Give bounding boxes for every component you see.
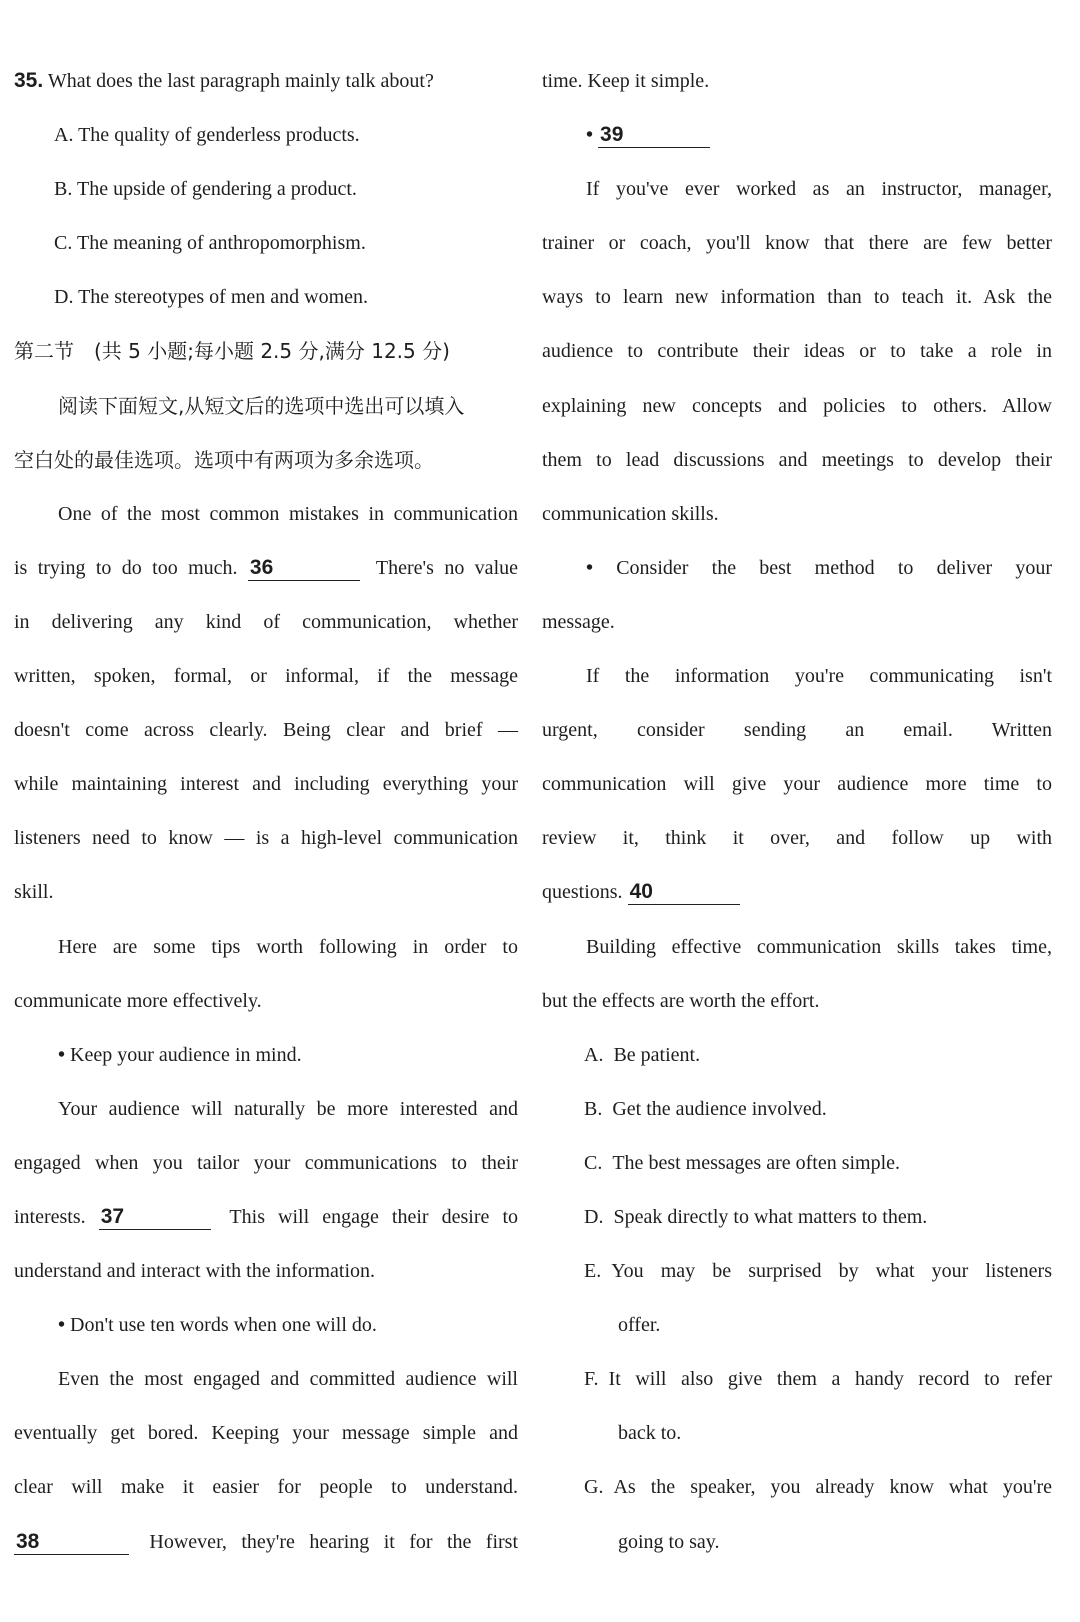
option-letter: A. bbox=[584, 1043, 604, 1066]
blank-38[interactable] bbox=[14, 1530, 129, 1555]
bullet-icon: • bbox=[586, 124, 594, 147]
tip-heading bbox=[542, 541, 1052, 595]
option-d bbox=[542, 1190, 1052, 1244]
passage-line: clear will make it easier for people to understand. bbox=[14, 1476, 518, 1499]
passage-line: time. Keep it simple. bbox=[542, 70, 710, 92]
blank-40[interactable] bbox=[628, 880, 740, 905]
tip-text-line: message. bbox=[542, 610, 615, 633]
option-text: You may be surprised by what your listeners bbox=[611, 1260, 1052, 1283]
option-letter: B. bbox=[584, 1097, 603, 1120]
passage-line bbox=[14, 1190, 518, 1244]
option-letter: A. bbox=[54, 124, 74, 147]
bullet-icon: • bbox=[58, 1314, 66, 1337]
passage-line: communication skills. bbox=[542, 502, 719, 525]
tip-text: Keep your audience in mind. bbox=[70, 1043, 302, 1066]
question-number: 35. bbox=[14, 69, 44, 92]
passage-line: audience to contribute their ideas or to take a role in bbox=[542, 340, 1052, 363]
option-letter: B. bbox=[54, 178, 73, 201]
section-heading: 第二节 (共 5 小题;每小题 2.5 分,满分 12.5 分) bbox=[14, 339, 450, 364]
option-d bbox=[14, 270, 518, 324]
option-text: The upside of gendering a product. bbox=[76, 178, 357, 201]
passage-line bbox=[14, 1515, 518, 1569]
passage-line: written, spoken, formal, or informal, if the message bbox=[14, 665, 518, 688]
passage-line: ways to learn new information than to teach it. Ask the bbox=[542, 286, 1052, 309]
option-text: As the speaker, you already know what you're bbox=[613, 1476, 1052, 1499]
tip-text: Consider the best method to deliver your bbox=[616, 556, 1052, 579]
option-text: The stereotypes of men and women. bbox=[78, 286, 369, 309]
option-f-continued bbox=[542, 1406, 1052, 1460]
option-text: offer. bbox=[618, 1314, 661, 1337]
option-text: back to. bbox=[618, 1422, 682, 1445]
right-column bbox=[542, 54, 1052, 1569]
bullet-icon: • bbox=[58, 1043, 66, 1066]
option-f bbox=[542, 1352, 1052, 1406]
blank-37[interactable] bbox=[99, 1205, 211, 1230]
left-column bbox=[14, 54, 518, 1569]
passage-text: is trying to do too much. bbox=[14, 556, 238, 579]
option-g-continued bbox=[542, 1515, 1052, 1569]
passage-line: urgent, consider sending an email. Written bbox=[542, 719, 1052, 742]
tip-heading bbox=[14, 1298, 518, 1352]
option-c bbox=[14, 216, 518, 270]
option-letter: E. bbox=[584, 1260, 602, 1283]
blank-number: 36 bbox=[249, 555, 274, 579]
instruction-line: 阅读下面短文,从短文后的选项中选出可以填入 bbox=[58, 393, 465, 418]
answer-options bbox=[542, 1028, 1052, 1569]
tip-text: Don't use ten words when one will do. bbox=[70, 1314, 377, 1337]
passage-text: However, they're hearing it for the first bbox=[149, 1530, 519, 1553]
blank-number: 39 bbox=[600, 123, 624, 147]
passage-text: interests. bbox=[14, 1205, 86, 1228]
tip-heading bbox=[542, 108, 1052, 162]
option-text: going to say. bbox=[618, 1530, 720, 1553]
instruction-line: 空白处的最佳选项。选项中有两项为多余选项。 bbox=[14, 447, 434, 472]
option-letter: G. bbox=[584, 1476, 604, 1499]
passage-line: but the effects are worth the effort. bbox=[542, 989, 820, 1012]
option-letter: D. bbox=[54, 286, 74, 309]
option-a bbox=[14, 108, 518, 162]
option-c bbox=[542, 1136, 1052, 1190]
passage-line: engaged when you tailor your communications to their bbox=[14, 1151, 518, 1174]
option-text: The meaning of anthropomorphism. bbox=[76, 232, 366, 255]
bullet-icon: • bbox=[586, 556, 594, 579]
passage-line: listeners need to know — is a high-level communication bbox=[14, 827, 518, 850]
passage-line: review it, think it over, and follow up with bbox=[542, 827, 1052, 850]
option-letter: F. bbox=[584, 1368, 599, 1391]
passage-line: communicate more effectively. bbox=[14, 989, 262, 1012]
passage-line bbox=[542, 865, 1052, 919]
passage-line bbox=[14, 541, 518, 595]
passage-line: If you've ever worked as an instructor, manager, bbox=[586, 178, 1052, 201]
option-e-continued bbox=[542, 1298, 1052, 1352]
passage-line: while maintaining interest and including everything your bbox=[14, 773, 518, 796]
passage-line: One of the most common mistakes in communication bbox=[58, 502, 518, 525]
option-text: It will also give them a handy record to refer bbox=[608, 1368, 1052, 1391]
passage-line: trainer or coach, you'll know that there are few better bbox=[542, 232, 1052, 255]
passage-line: doesn't come across clearly. Being clear and brief — bbox=[14, 719, 518, 742]
option-a bbox=[542, 1028, 1052, 1082]
passage-text: There's no value bbox=[375, 556, 518, 579]
option-letter: C. bbox=[584, 1151, 603, 1174]
passage-line: explaining new concepts and policies to others. Allow bbox=[542, 394, 1052, 417]
passage-line: them to lead discussions and meetings to develop their bbox=[542, 448, 1052, 471]
option-text: Get the audience involved. bbox=[612, 1097, 827, 1120]
passage-line: Here are some tips worth following in order to bbox=[58, 935, 518, 958]
option-e bbox=[542, 1244, 1052, 1298]
question-35 bbox=[14, 54, 518, 108]
option-g bbox=[542, 1460, 1052, 1514]
option-letter: C. bbox=[54, 232, 73, 255]
option-letter: D. bbox=[584, 1205, 604, 1228]
option-text: Be patient. bbox=[613, 1043, 701, 1066]
passage-text: questions. bbox=[542, 881, 623, 904]
question-text: What does the last paragraph mainly talk about? bbox=[47, 70, 434, 92]
option-b bbox=[542, 1082, 1052, 1136]
passage-line: communication will give your audience more time to bbox=[542, 773, 1052, 796]
blank-36[interactable] bbox=[248, 556, 360, 581]
blank-number: 37 bbox=[100, 1204, 125, 1228]
blank-39[interactable] bbox=[598, 123, 710, 148]
passage-line: skill. bbox=[14, 881, 54, 904]
passage-line: understand and interact with the information. bbox=[14, 1260, 376, 1283]
passage-line: eventually get bored. Keeping your message simple and bbox=[14, 1422, 518, 1445]
passage-text: This will engage their desire to bbox=[229, 1205, 518, 1228]
option-text: The best messages are often simple. bbox=[612, 1151, 901, 1174]
option-text: The quality of genderless products. bbox=[78, 124, 360, 147]
option-b bbox=[14, 162, 518, 216]
blank-number: 38 bbox=[16, 1529, 40, 1553]
blank-number: 40 bbox=[629, 880, 653, 904]
tip-heading bbox=[14, 1028, 518, 1082]
option-text: Speak directly to what matters to them. bbox=[613, 1205, 928, 1228]
passage-line: in delivering any kind of communication, whether bbox=[14, 610, 518, 633]
passage-line: Even the most engaged and committed audience will bbox=[58, 1368, 518, 1391]
passage-line: Building effective communication skills takes time, bbox=[586, 935, 1052, 958]
passage-line: If the information you're communicating isn't bbox=[586, 665, 1052, 688]
passage-line: Your audience will naturally be more interested and bbox=[58, 1097, 518, 1120]
